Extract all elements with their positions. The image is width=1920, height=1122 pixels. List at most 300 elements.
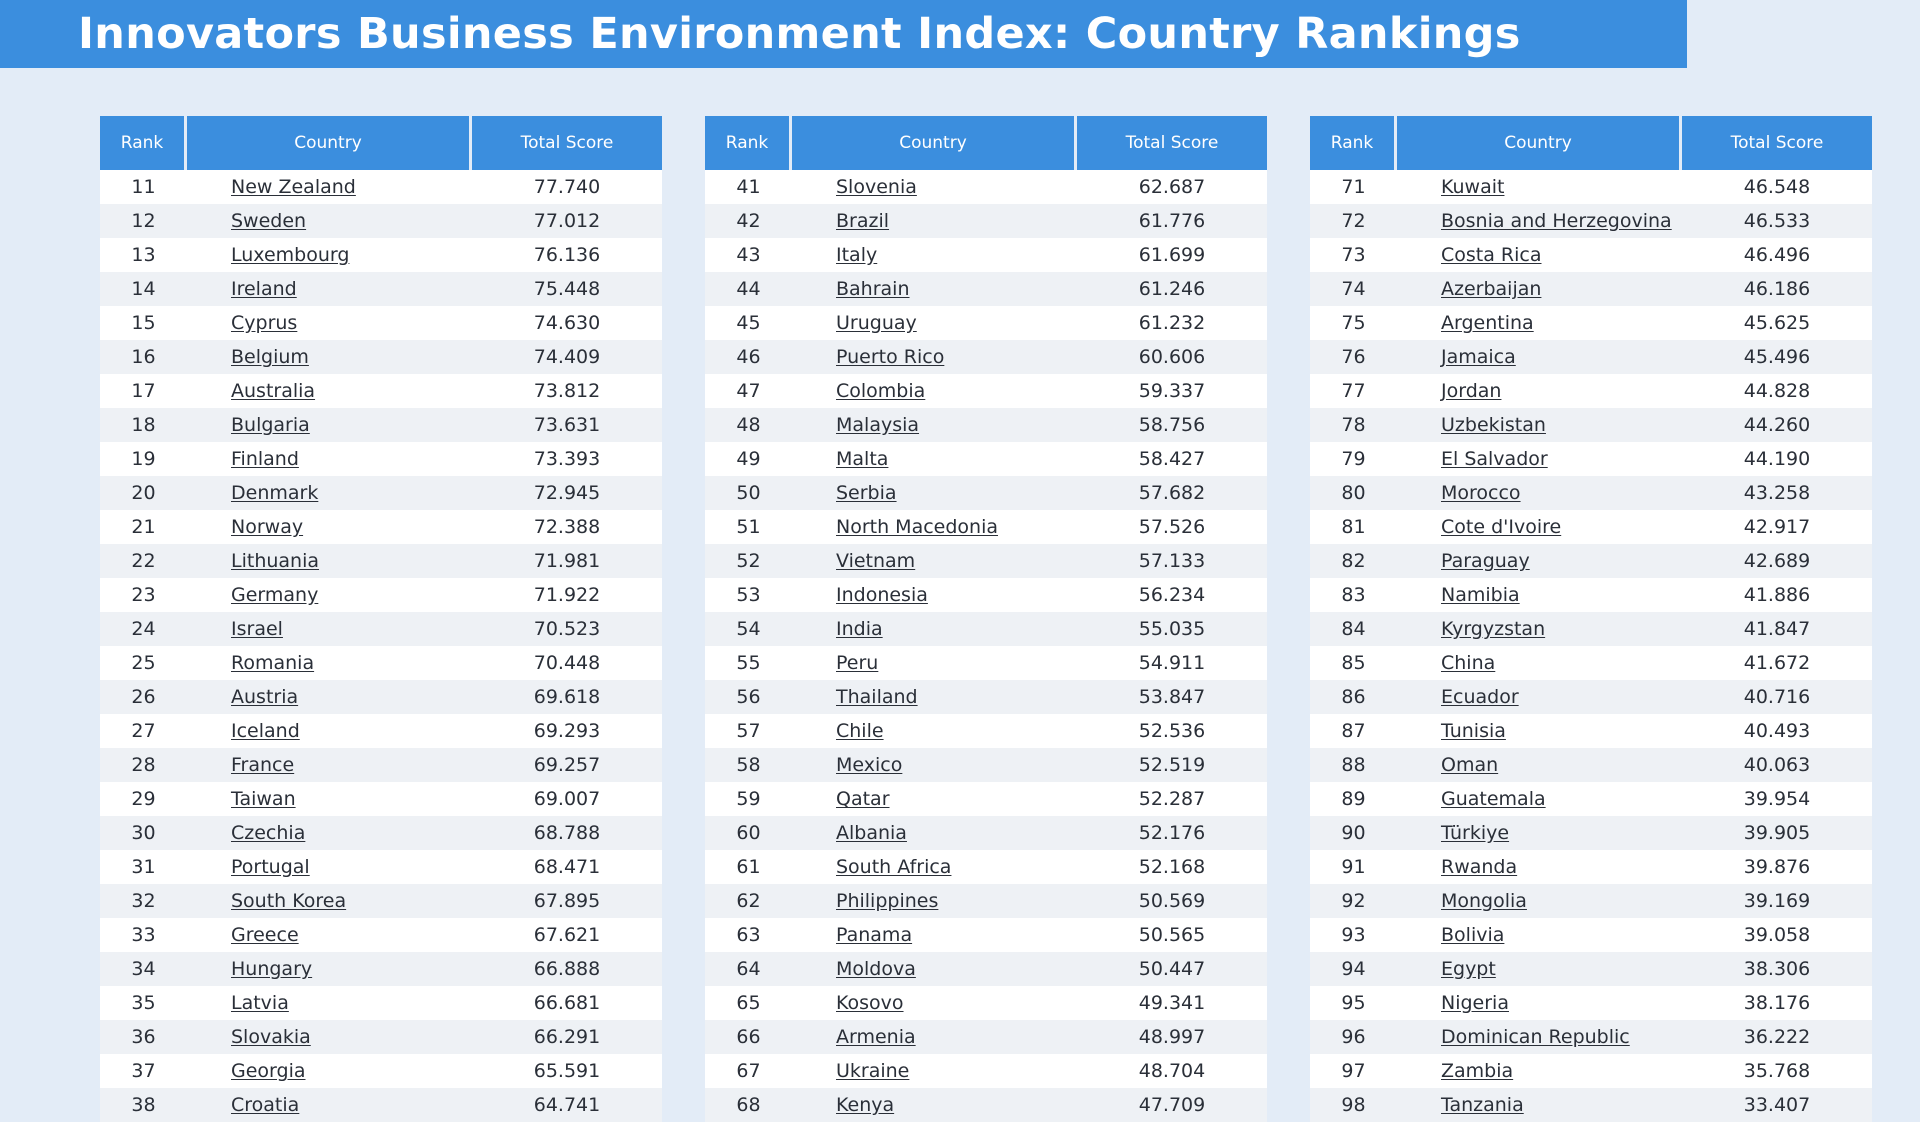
country-link[interactable]: Kosovo [836,992,904,1014]
cell-country[interactable] [1397,680,1682,714]
cell-country[interactable] [792,714,1077,748]
cell-rank: 17 [100,374,187,408]
cell-rank: 33 [100,918,187,952]
cell-rank: 18 [100,408,187,442]
header-country: Country [187,116,472,170]
table-row [100,952,662,986]
country-link[interactable]: Cyprus [231,312,298,334]
cell-total-score: 61.246 [1077,272,1267,306]
header-country: Country [1397,116,1682,170]
cell-country[interactable] [792,918,1077,952]
country-link[interactable]: Bolivia [1441,924,1505,946]
country-link[interactable]: Kenya [836,1094,895,1116]
cell-country[interactable] [187,442,472,476]
country-link[interactable]: Panama [836,924,913,946]
table-row [705,782,1267,816]
country-link[interactable]: Slovenia [836,176,917,198]
cell-country[interactable] [1397,816,1682,850]
country-link[interactable]: Iceland [231,720,300,742]
cell-total-score: 52.519 [1077,748,1267,782]
cell-country[interactable] [1397,884,1682,918]
cell-country[interactable] [792,1020,1077,1054]
cell-rank: 46 [705,340,792,374]
cell-country[interactable] [187,578,472,612]
table-row [1310,952,1872,986]
country-link[interactable]: Slovakia [231,1026,311,1048]
country-link[interactable]: Bulgaria [231,414,310,436]
cell-country[interactable] [792,306,1077,340]
country-link[interactable]: Malaysia [836,414,920,436]
cell-country[interactable] [1397,204,1682,238]
cell-country[interactable] [1397,1054,1682,1088]
cell-total-score: 69.257 [472,748,662,782]
country-link[interactable]: Costa Rica [1441,244,1542,266]
country-link[interactable]: Kyrgyzstan [1441,618,1546,640]
table-row [705,510,1267,544]
cell-rank: 48 [705,408,792,442]
cell-total-score: 33.407 [1682,1088,1872,1122]
cell-country[interactable] [1397,646,1682,680]
cell-country[interactable] [187,204,472,238]
cell-total-score: 39.169 [1682,884,1872,918]
country-link[interactable]: Portugal [231,856,310,878]
cell-country[interactable] [792,544,1077,578]
country-link[interactable]: France [231,754,295,776]
country-link[interactable]: New Zealand [231,176,356,198]
country-link[interactable]: El Salvador [1441,448,1548,470]
cell-rank: 56 [705,680,792,714]
cell-country[interactable] [792,782,1077,816]
country-link[interactable]: Ukraine [836,1060,910,1082]
country-link[interactable]: Croatia [231,1094,300,1116]
cell-rank: 85 [1310,646,1397,680]
cell-total-score: 48.997 [1077,1020,1267,1054]
cell-rank: 41 [705,170,792,204]
cell-country[interactable] [1397,714,1682,748]
cell-country[interactable] [792,408,1077,442]
table-row [705,578,1267,612]
table-row [100,578,662,612]
country-link[interactable]: Namibia [1441,584,1520,606]
country-link[interactable]: Guatemala [1441,788,1546,810]
table-row [100,1088,662,1122]
cell-total-score: 61.776 [1077,204,1267,238]
cell-rank: 25 [100,646,187,680]
country-link[interactable]: Czechia [231,822,306,844]
cell-total-score: 49.341 [1077,986,1267,1020]
table-row [705,986,1267,1020]
table-row [1310,1088,1872,1122]
country-link[interactable]: Austria [231,686,299,708]
cell-country[interactable] [792,1054,1077,1088]
cell-country[interactable] [187,170,472,204]
country-link[interactable]: Tanzania [1441,1094,1524,1116]
table-row [1310,204,1872,238]
cell-country[interactable] [1397,850,1682,884]
cell-country[interactable] [1397,952,1682,986]
country-link[interactable]: Lithuania [231,550,320,572]
cell-total-score: 59.337 [1077,374,1267,408]
country-link[interactable]: Malta [836,448,889,470]
cell-country[interactable] [792,272,1077,306]
cell-country[interactable] [187,816,472,850]
cell-rank: 28 [100,748,187,782]
country-link[interactable]: Puerto Rico [836,346,945,368]
country-link[interactable]: Australia [231,380,316,402]
cell-total-score: 66.291 [472,1020,662,1054]
cell-country[interactable] [187,714,472,748]
country-link[interactable]: Azerbaijan [1441,278,1542,300]
country-link[interactable]: India [836,618,883,640]
header-row [1310,116,1872,170]
table-row [100,884,662,918]
cell-total-score: 68.788 [472,816,662,850]
cell-total-score: 69.618 [472,680,662,714]
cell-country[interactable] [792,952,1077,986]
country-link[interactable]: Latvia [231,992,289,1014]
cell-country[interactable] [1397,578,1682,612]
rankings-column-2 [705,116,1255,1122]
country-link[interactable]: Bosnia and Herzegovina [1441,210,1672,232]
cell-rank: 49 [705,442,792,476]
table-row [705,952,1267,986]
cell-country[interactable] [1397,986,1682,1020]
country-link[interactable]: Indonesia [836,584,928,606]
cell-total-score: 43.258 [1682,476,1872,510]
cell-country[interactable] [792,340,1077,374]
cell-country[interactable] [792,612,1077,646]
table-row [100,544,662,578]
country-link[interactable]: Jordan [1441,380,1502,402]
cell-total-score: 77.012 [472,204,662,238]
page-title: Innovators Business Environment Index: Country Rankings [78,9,1521,59]
table-body-3 [1310,170,1872,1122]
cell-rank: 64 [705,952,792,986]
cell-country[interactable] [187,510,472,544]
cell-total-score: 70.523 [472,612,662,646]
cell-country[interactable] [187,1020,472,1054]
cell-country[interactable] [1397,476,1682,510]
cell-country[interactable] [187,306,472,340]
cell-rank: 13 [100,238,187,272]
table-row [1310,680,1872,714]
country-link[interactable]: Italy [836,244,878,266]
country-link[interactable]: Mongolia [1441,890,1527,912]
cell-total-score: 67.895 [472,884,662,918]
cell-country[interactable] [187,782,472,816]
country-link[interactable]: North Macedonia [836,516,999,538]
table-body-1 [100,170,662,1122]
cell-rank: 59 [705,782,792,816]
country-link[interactable]: Finland [231,448,299,470]
cell-country[interactable] [792,1088,1077,1122]
cell-total-score: 72.945 [472,476,662,510]
cell-country[interactable] [1397,374,1682,408]
cell-total-score: 52.168 [1077,850,1267,884]
table-row [705,1088,1267,1122]
cell-rank: 31 [100,850,187,884]
country-link[interactable]: Uzbekistan [1441,414,1546,436]
cell-country[interactable] [792,510,1077,544]
country-link[interactable]: Cote d'Ivoire [1441,516,1562,538]
cell-country[interactable] [187,1054,472,1088]
cell-rank: 92 [1310,884,1397,918]
country-link[interactable]: Sweden [231,210,307,232]
cell-total-score: 52.287 [1077,782,1267,816]
cell-country[interactable] [187,884,472,918]
cell-rank: 88 [1310,748,1397,782]
cell-rank: 81 [1310,510,1397,544]
cell-country[interactable] [1397,510,1682,544]
table-row [705,204,1267,238]
country-link[interactable]: Kuwait [1441,176,1505,198]
cell-total-score: 40.493 [1682,714,1872,748]
cell-country[interactable] [187,646,472,680]
cell-rank: 91 [1310,850,1397,884]
cell-country[interactable] [792,374,1077,408]
cell-total-score: 56.234 [1077,578,1267,612]
country-link[interactable]: Jamaica [1441,346,1516,368]
cell-country[interactable] [187,1088,472,1122]
cell-country[interactable] [1397,748,1682,782]
country-link[interactable]: Ecuador [1441,686,1519,708]
header-row [705,116,1267,170]
cell-country[interactable] [792,646,1077,680]
country-link[interactable]: Oman [1441,754,1499,776]
country-link[interactable]: Luxembourg [231,244,350,266]
cell-rank: 78 [1310,408,1397,442]
cell-total-score: 73.812 [472,374,662,408]
country-link[interactable]: Serbia [836,482,897,504]
country-link[interactable]: Norway [231,516,304,538]
cell-country[interactable] [1397,1020,1682,1054]
table-row [100,680,662,714]
cell-total-score: 66.888 [472,952,662,986]
table-row [1310,272,1872,306]
cell-total-score: 38.306 [1682,952,1872,986]
table-row [705,306,1267,340]
cell-country[interactable] [792,680,1077,714]
table-row [705,238,1267,272]
table-row [100,714,662,748]
country-link[interactable]: South Korea [231,890,347,912]
cell-country[interactable] [1397,612,1682,646]
cell-total-score: 74.630 [472,306,662,340]
cell-total-score: 39.876 [1682,850,1872,884]
country-link[interactable]: Uruguay [836,312,917,334]
country-link[interactable]: Hungary [231,958,313,980]
country-link[interactable]: Paraguay [1441,550,1530,572]
cell-rank: 61 [705,850,792,884]
cell-country[interactable] [792,238,1077,272]
table-row [100,918,662,952]
country-link[interactable]: Albania [836,822,907,844]
cell-rank: 52 [705,544,792,578]
cell-total-score: 76.136 [472,238,662,272]
country-link[interactable]: Armenia [836,1026,916,1048]
cell-country[interactable] [1397,918,1682,952]
cell-total-score: 60.606 [1077,340,1267,374]
cell-country[interactable] [187,680,472,714]
cell-country[interactable] [1397,408,1682,442]
country-link[interactable]: Belgium [231,346,309,368]
country-link[interactable]: Colombia [836,380,926,402]
table-row [1310,578,1872,612]
country-link[interactable]: Ireland [231,278,297,300]
table-row [100,816,662,850]
cell-country[interactable] [187,340,472,374]
header-country: Country [792,116,1077,170]
cell-country[interactable] [1397,306,1682,340]
cell-country[interactable] [792,884,1077,918]
table-row [1310,238,1872,272]
cell-country[interactable] [187,986,472,1020]
country-link[interactable]: Bahrain [836,278,910,300]
rankings-column-3 [1310,116,1860,1122]
country-link[interactable]: Dominican Republic [1441,1026,1630,1048]
cell-country[interactable] [187,850,472,884]
header-total-score: Total Score [1077,116,1267,170]
country-link[interactable]: Moldova [836,958,916,980]
table-row [100,612,662,646]
cell-total-score: 39.954 [1682,782,1872,816]
cell-rank: 51 [705,510,792,544]
cell-rank: 84 [1310,612,1397,646]
country-link[interactable]: China [1441,652,1496,674]
cell-country[interactable] [187,476,472,510]
country-link[interactable]: Romania [231,652,315,674]
table-row [705,918,1267,952]
cell-country[interactable] [187,748,472,782]
cell-total-score: 58.756 [1077,408,1267,442]
cell-total-score: 57.682 [1077,476,1267,510]
cell-country[interactable] [187,544,472,578]
country-link[interactable]: Egypt [1441,958,1496,980]
country-link[interactable]: Denmark [231,482,319,504]
country-link[interactable]: Thailand [836,686,918,708]
country-link[interactable]: Vietnam [836,550,916,572]
cell-country[interactable] [792,442,1077,476]
country-link[interactable]: Mexico [836,754,903,776]
cell-country[interactable] [187,374,472,408]
cell-country[interactable] [187,408,472,442]
country-link[interactable]: Israel [231,618,283,640]
cell-total-score: 53.847 [1077,680,1267,714]
cell-total-score: 52.536 [1077,714,1267,748]
cell-country[interactable] [792,748,1077,782]
country-link[interactable]: Peru [836,652,879,674]
cell-country[interactable] [792,578,1077,612]
table-header-1 [100,116,662,170]
country-link[interactable]: Philippines [836,890,939,912]
country-link[interactable]: South Africa [836,856,952,878]
cell-total-score: 36.222 [1682,1020,1872,1054]
table-row [1310,782,1872,816]
cell-total-score: 57.526 [1077,510,1267,544]
table-row [1310,748,1872,782]
table-row [705,612,1267,646]
country-link[interactable]: Rwanda [1441,856,1518,878]
cell-total-score: 47.709 [1077,1088,1267,1122]
country-link[interactable]: Nigeria [1441,992,1509,1014]
cell-rank: 98 [1310,1088,1397,1122]
cell-total-score: 61.699 [1077,238,1267,272]
cell-rank: 80 [1310,476,1397,510]
country-link[interactable]: Georgia [231,1060,306,1082]
cell-country[interactable] [1397,238,1682,272]
country-link[interactable]: Taiwan [231,788,296,810]
country-link[interactable]: Argentina [1441,312,1534,334]
cell-country[interactable] [187,952,472,986]
cell-country[interactable] [792,204,1077,238]
cell-country[interactable] [187,238,472,272]
cell-rank: 60 [705,816,792,850]
cell-rank: 45 [705,306,792,340]
cell-rank: 66 [705,1020,792,1054]
cell-country[interactable] [792,850,1077,884]
cell-country[interactable] [1397,442,1682,476]
title-banner [0,0,1687,68]
table-row [705,850,1267,884]
table-row [100,340,662,374]
cell-country[interactable] [1397,782,1682,816]
country-link[interactable]: Morocco [1441,482,1521,504]
rankings-table-3 [1310,116,1872,1122]
country-link[interactable]: Greece [231,924,299,946]
country-link[interactable]: Brazil [836,210,890,232]
cell-country[interactable] [187,272,472,306]
cell-total-score: 46.186 [1682,272,1872,306]
table-row [1310,714,1872,748]
cell-country[interactable] [792,986,1077,1020]
cell-total-score: 41.886 [1682,578,1872,612]
country-link[interactable]: Chile [836,720,884,742]
table-row [1310,544,1872,578]
country-link[interactable]: Germany [231,584,319,606]
cell-rank: 94 [1310,952,1397,986]
cell-country[interactable] [792,476,1077,510]
cell-rank: 63 [705,918,792,952]
table-row [705,816,1267,850]
cell-rank: 14 [100,272,187,306]
cell-country[interactable] [1397,340,1682,374]
cell-country[interactable] [792,170,1077,204]
rankings-column-1 [100,116,650,1122]
table-row [100,748,662,782]
cell-total-score: 65.591 [472,1054,662,1088]
country-link[interactable]: Türkiye [1441,822,1510,844]
cell-country[interactable] [187,612,472,646]
table-row [1310,340,1872,374]
cell-total-score: 55.035 [1077,612,1267,646]
cell-country[interactable] [792,816,1077,850]
country-link[interactable]: Qatar [836,788,890,810]
table-row [705,1020,1267,1054]
cell-country[interactable] [1397,544,1682,578]
cell-country[interactable] [1397,272,1682,306]
cell-rank: 20 [100,476,187,510]
cell-rank: 35 [100,986,187,1020]
cell-country[interactable] [187,918,472,952]
cell-country[interactable] [1397,170,1682,204]
cell-total-score: 38.176 [1682,986,1872,1020]
country-link[interactable]: Tunisia [1441,720,1506,742]
cell-total-score: 44.828 [1682,374,1872,408]
table-row [705,170,1267,204]
cell-country[interactable] [1397,1088,1682,1122]
cell-rank: 23 [100,578,187,612]
country-link[interactable]: Zambia [1441,1060,1514,1082]
